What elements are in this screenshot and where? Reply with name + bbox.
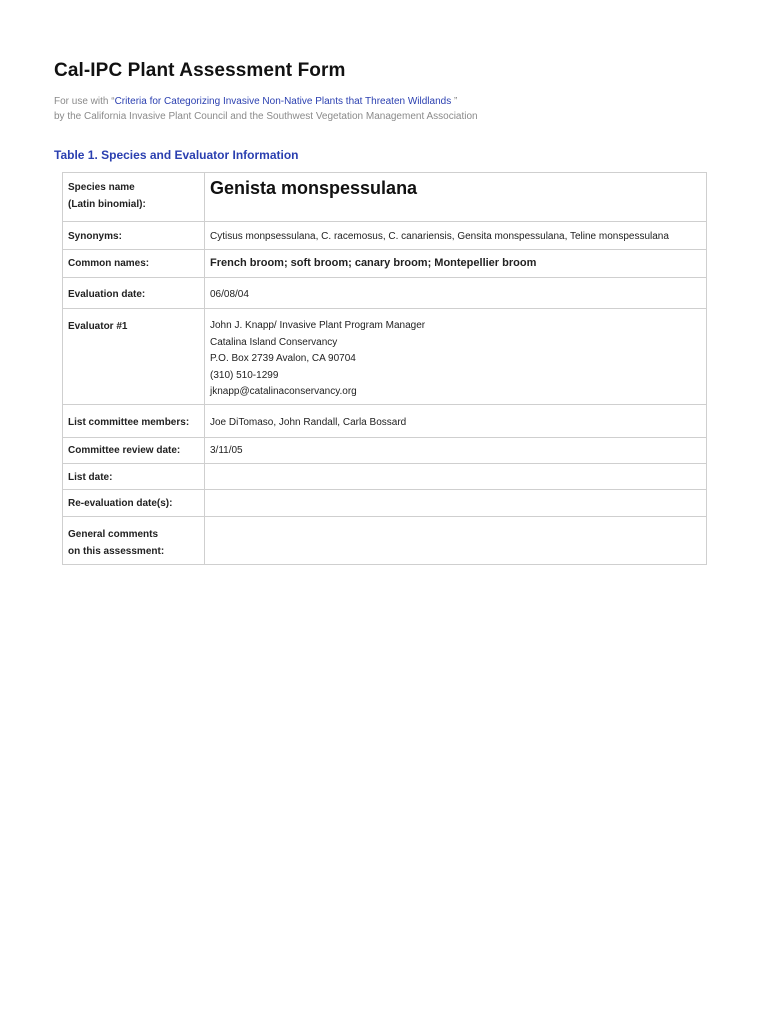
committee-members-value: Joe DiTomaso, John Randall, Carla Bossard xyxy=(205,405,707,438)
subtitle-attribution: by the California Invasive Plant Council and the Southwest Vegetation Management Association xyxy=(54,111,478,122)
subtitle-prefix: For use with “ xyxy=(54,96,115,107)
reevaluation-dates-label: Re-evaluation date(s): xyxy=(63,490,205,517)
general-comments-value xyxy=(205,517,707,565)
general-comments-label xyxy=(63,517,205,565)
evaluator-organization-line: Catalina Island Conservancy xyxy=(210,336,338,348)
evaluator-address-line: P.O. Box 2739 Avalon, CA 90704 xyxy=(210,353,356,364)
table-row-evaluation-date xyxy=(63,278,707,309)
general-comments-label-line1: General comments xyxy=(68,529,159,540)
committee-review-date-value: 3/11/05 xyxy=(205,438,707,464)
committee-members-label: List committee members: xyxy=(63,405,205,438)
list-date-value xyxy=(205,464,707,490)
table-row-committee-members xyxy=(63,405,707,438)
species-name-label-line2: (Latin binomial): xyxy=(68,199,146,210)
table-row-reevaluation-dates xyxy=(63,490,707,517)
synonyms-value: Cytisus monpsessulana, C. racemosus, C. canariensis, Gensita monspessulana, Teline monspessulana xyxy=(205,222,707,250)
reevaluation-dates-value xyxy=(205,490,707,517)
species-name-label xyxy=(63,173,205,222)
table-heading: Table 1. Species and Evaluator Information xyxy=(54,148,299,162)
evaluator-name-line: John J. Knapp/ Invasive Plant Program Manager xyxy=(210,320,426,331)
list-date-label: List date: xyxy=(63,464,205,490)
table-row-committee-review-date xyxy=(63,438,707,464)
subtitle-line xyxy=(54,96,457,107)
evaluator-value xyxy=(205,309,707,405)
synonyms-label: Synonyms: xyxy=(63,222,205,250)
species-name-label-line1: Species name xyxy=(68,182,135,193)
evaluation-date-value: 06/08/04 xyxy=(205,278,707,309)
evaluator-email-line: jknapp@catalinaconservancy.org xyxy=(210,386,357,397)
species-evaluator-table xyxy=(62,172,707,565)
table-row-general-comments xyxy=(63,517,707,565)
common-names-value: French broom; soft broom; canary broom; Montepellier broom xyxy=(205,250,707,278)
evaluator-label: Evaluator #1 xyxy=(63,309,205,405)
table-row-common-names xyxy=(63,250,707,278)
committee-review-date-label: Committee review date: xyxy=(63,438,205,464)
criteria-link[interactable]: Criteria for Categorizing Invasive Non-Native Plants that Threaten Wildlands xyxy=(114,96,452,107)
page-title: Cal-IPC Plant Assessment Form xyxy=(54,60,346,81)
general-comments-label-line2: on this assessment: xyxy=(68,546,165,557)
subtitle-suffix: ” xyxy=(451,96,458,107)
table-row-list-date xyxy=(63,464,707,490)
common-names-label: Common names: xyxy=(63,250,205,278)
evaluator-phone-line: (310) 510-1299 xyxy=(210,369,279,381)
species-name-value: Genista monspessulana xyxy=(205,173,707,222)
table-row-species xyxy=(63,173,707,222)
table-row-evaluator xyxy=(63,309,707,405)
evaluation-date-label: Evaluation date: xyxy=(63,278,205,309)
table-row-synonyms xyxy=(63,222,707,250)
